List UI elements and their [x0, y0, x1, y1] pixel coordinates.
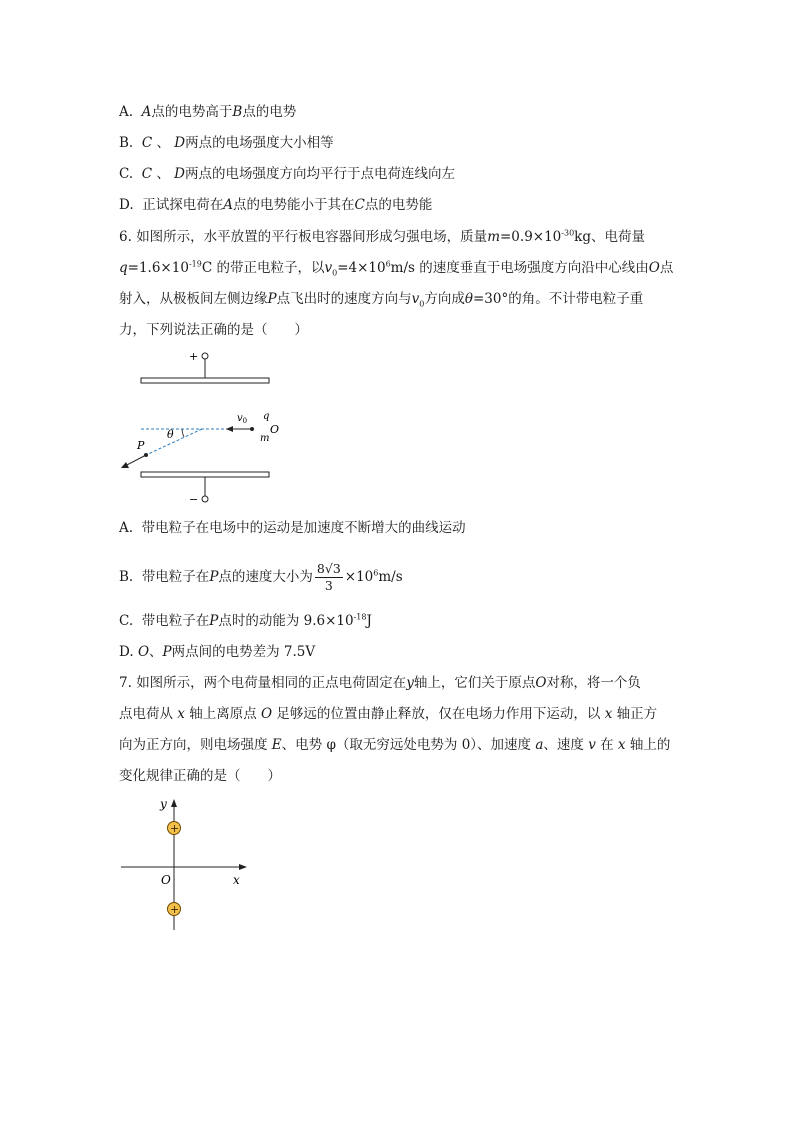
o-label: O: [270, 423, 280, 436]
top-terminal: [202, 353, 208, 359]
q6-option-b: B. 带电粒子在P点的速度大小为 $\frac{8√3}{3}$ $\times 10^6m/s$: [119, 561, 403, 593]
lower-charge-plus: +: [170, 903, 180, 916]
q7-axes-figure: [115, 795, 255, 935]
q5-option-a: A. A点的电势高于B点的电势: [119, 104, 297, 120]
q7-stem-line-4: 变化规律正确的是（ ）: [119, 768, 281, 784]
exit-arrow-shaft: [125, 455, 146, 466]
top-plate: [141, 378, 269, 383]
bottom-terminal: [202, 496, 208, 502]
q5-option-d: D. 正试探电荷在A点的电势能小于其在C点的电势能: [119, 197, 433, 213]
q5-option-b: B. C 、 D两点的电场强度大小相等: [119, 135, 334, 151]
q7-stem-line-2: 点电荷从 x 轴上离原点 O 足够远的位置由静止释放，仅在电场力作用下运动，以 x 轴正方: [119, 706, 658, 722]
x-axis-arrowhead: [239, 864, 247, 870]
particle-o: [250, 427, 254, 431]
q6-option-d: D. O、P两点间的电势差为 7.5V: [119, 644, 316, 660]
p-label: P: [137, 439, 145, 452]
q7-stem-line-3: 向为正方向，则电场强度 E、电势 φ（取无穷远处电势为 0）、加速度 a、速度 v 在 x 轴上的: [119, 737, 671, 753]
theta-arc: [182, 429, 184, 437]
q6-stem-line-4: 力，下列说法正确的是（ ）: [119, 322, 308, 338]
v0-label: $v_0$: [237, 413, 248, 425]
q6-stem-line-1: 6. 如图所示，水平放置的平行板电容器间形成匀强电场，质量$m=0.9\times 10^{-30}kg$、电荷量: [119, 228, 645, 245]
y-axis-label: y: [160, 797, 167, 811]
q6-option-c: C. 带电粒子在P点时的动能为 $9.6\times 10^{-18}J$: [119, 612, 372, 629]
theta-label: θ: [167, 428, 174, 441]
minus-sign: −: [189, 493, 199, 506]
plus-sign: +: [189, 350, 199, 363]
y-axis-arrowhead: [171, 799, 177, 807]
q-label: q: [263, 411, 270, 422]
m-label: m: [260, 433, 270, 444]
q5-option-c: C. C 、 D两点的电场强度方向均平行于点电荷连线向左: [119, 166, 455, 182]
q6-capacitor-figure: [110, 345, 290, 510]
q6-stem-line-3: 射入，从极板间左侧边缘P点飞出时的速度方向与$v_0$方向成θ=30°的角。不计带电粒子重: [119, 291, 644, 309]
upper-charge-plus: +: [170, 822, 180, 835]
q6-option-a: A. 带电粒子在电场中的运动是加速度不断增大的曲线运动: [119, 520, 466, 536]
q7-stem-line-1: 7. 如图所示，两个电荷量相同的正点电荷固定在y轴上，它们关于原点O对称，将一个负: [119, 675, 641, 691]
fraction: $\frac{8√3}{3}$: [316, 561, 341, 593]
q6-stem-line-2: $q=1.6\times 10^{-19}C$ 的带正电粒子，以$v_0=4\times 10^6m/s$ 的速度垂直于电场强度方向沿中心线由O点: [119, 259, 674, 278]
v0-arrowhead: [226, 426, 233, 432]
bottom-plate: [141, 472, 269, 477]
trajectory-line: [146, 429, 202, 455]
origin-label: O: [161, 873, 171, 887]
x-axis-label: x: [233, 873, 240, 887]
